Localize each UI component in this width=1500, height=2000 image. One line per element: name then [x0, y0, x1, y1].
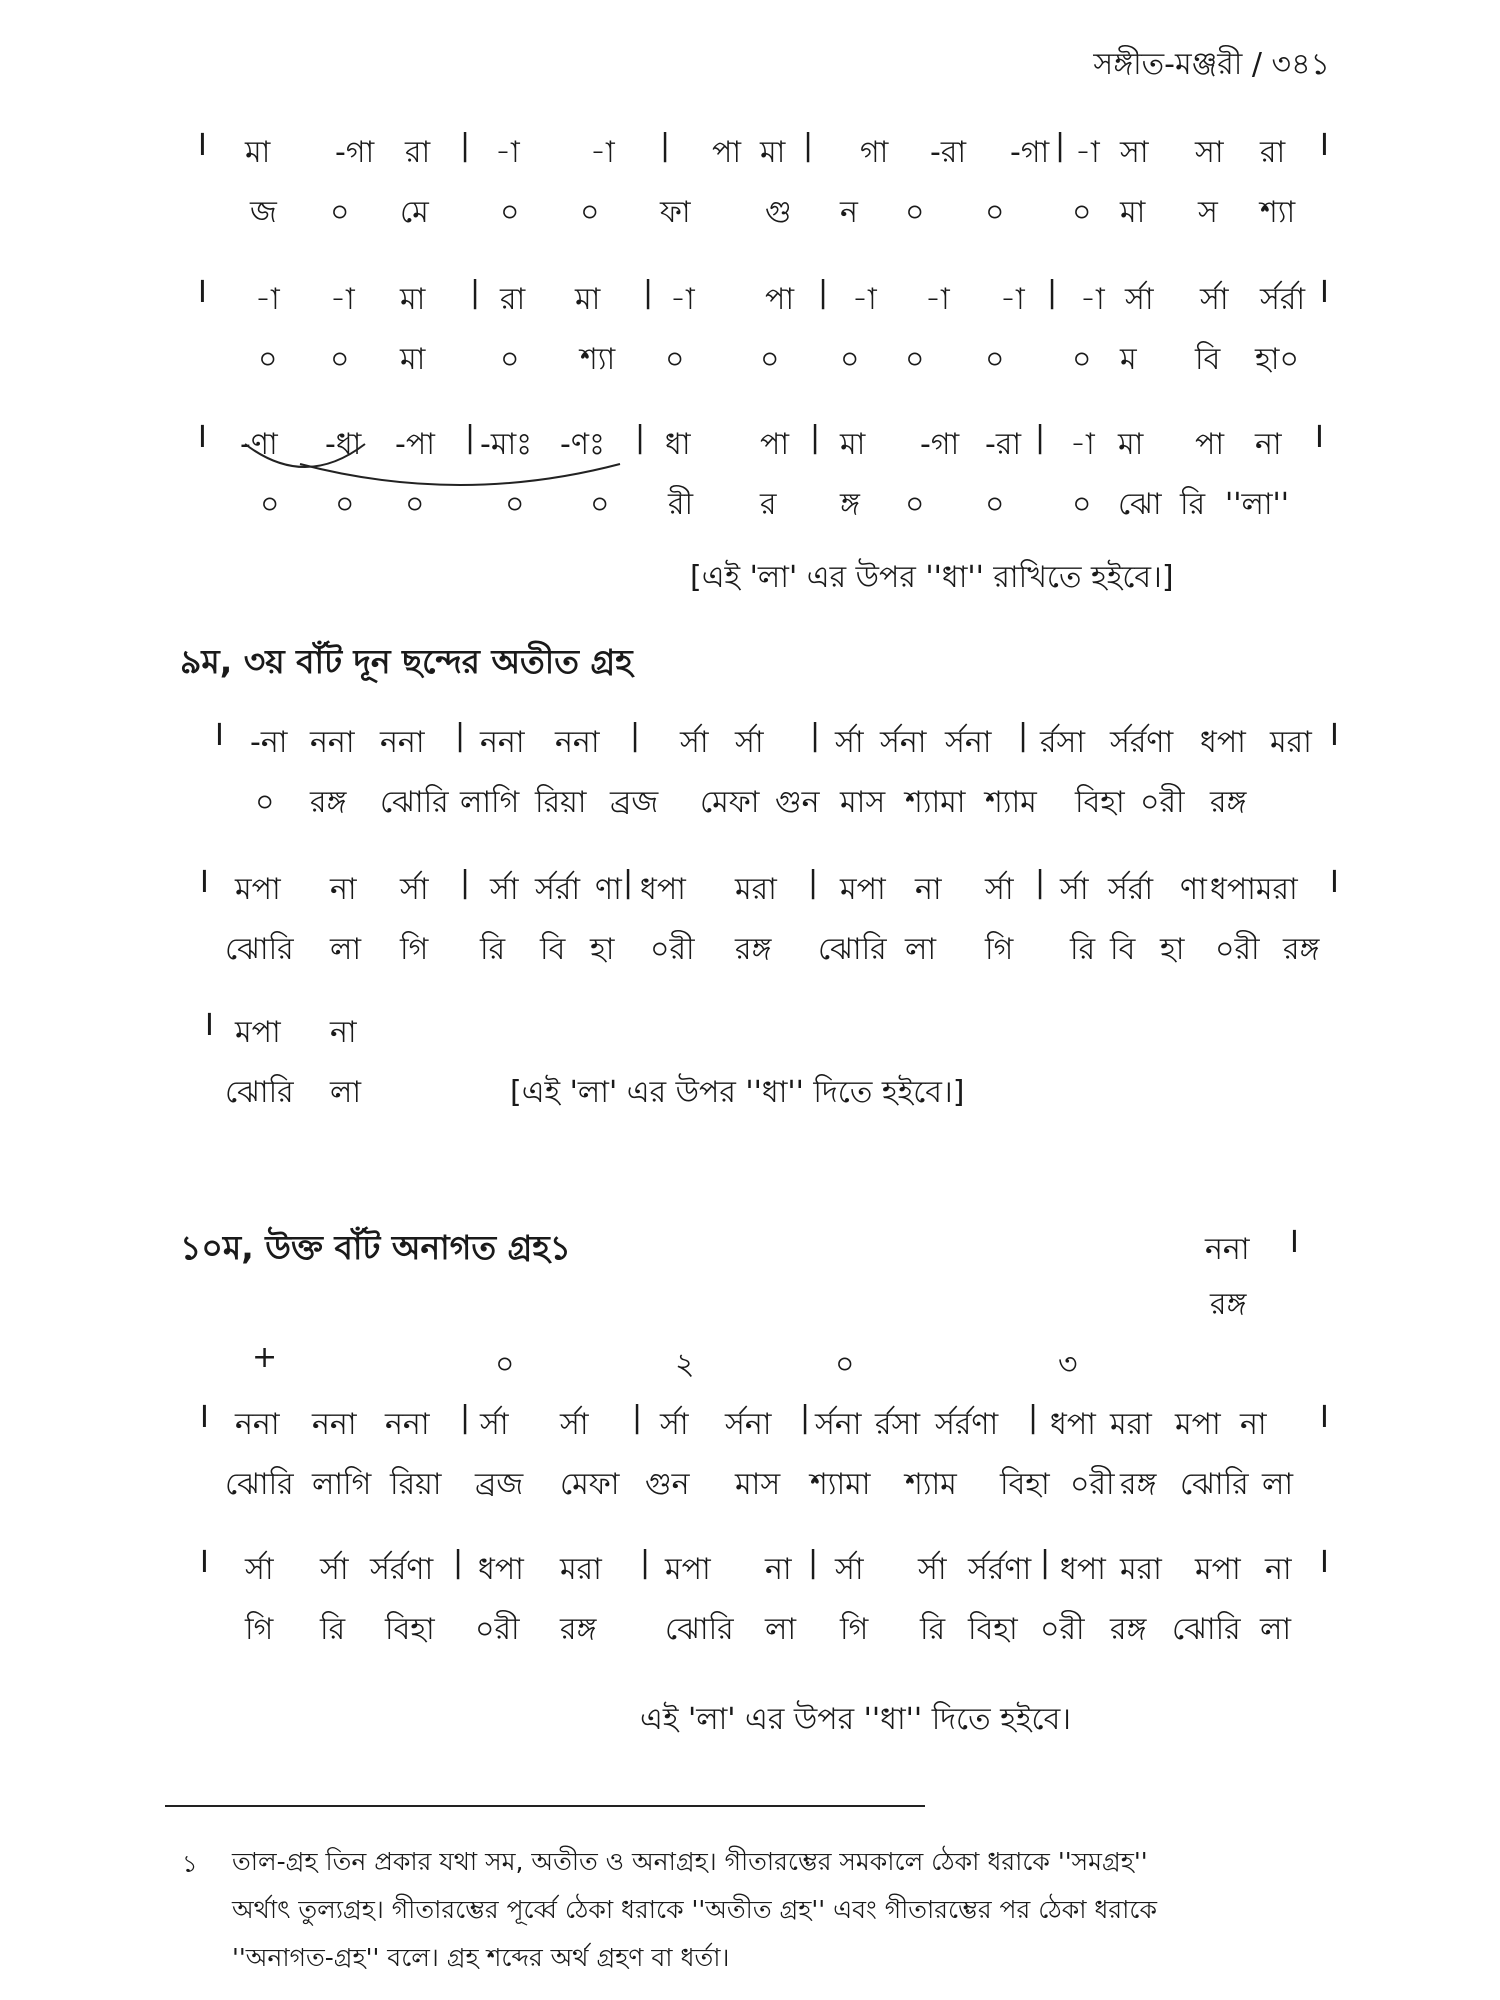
notation-token: হা — [1160, 932, 1185, 967]
notation-token: ঝোরি — [225, 1075, 294, 1110]
notation-token: মে — [400, 195, 429, 230]
notation-token: মপা — [235, 872, 281, 907]
notation-token: শ্যাম — [985, 785, 1037, 820]
notation-token: ০ — [590, 487, 610, 522]
notation-token: র্সা — [680, 725, 709, 760]
bar-divider: | — [640, 1545, 651, 1580]
notation-token: না — [330, 1015, 357, 1050]
notation-row-7 — [0, 1225, 1500, 1273]
notation-token: শ্যামা — [810, 1467, 871, 1502]
notation-token: গি — [985, 932, 1014, 967]
section-marker: I — [205, 1008, 214, 1043]
notation-token: র্সা — [660, 1407, 689, 1442]
notation-token: মপা — [1195, 1552, 1241, 1587]
notation-token: ০রী — [1140, 785, 1185, 820]
notation-token: রিয়া — [390, 1467, 442, 1502]
notation-token: রঙ্গ — [310, 785, 347, 820]
bar-divider: | — [1047, 275, 1058, 310]
notation-token: মরা — [1270, 725, 1312, 760]
notation-token: ধপা — [1060, 1552, 1106, 1587]
notation-token: মা — [760, 135, 786, 170]
instruction-note-3: এই 'লা' এর উপর ''ধা'' দিতে হইবে। — [640, 1702, 1072, 1737]
notation-token: র্সনা — [945, 725, 992, 760]
footnote-divider — [165, 1805, 925, 1807]
notation-token: ব্রজ — [475, 1467, 524, 1502]
notation-token: ০ — [1072, 195, 1092, 230]
notation-token: গি — [400, 932, 429, 967]
section-heading-9: ৯ম, ৩য় বাঁট দূন ছন্দের অতীত গ্রহ — [180, 642, 633, 681]
notation-token: মরা — [560, 1552, 602, 1587]
notation-token: মা — [840, 427, 866, 462]
notation-token: লাগি — [312, 1467, 372, 1502]
notation-token: না — [1240, 1407, 1267, 1442]
notation-token: ৩ — [1058, 1347, 1078, 1382]
notation-token: -া — [670, 282, 695, 317]
notation-token: রা — [500, 282, 526, 317]
notation-token: ঝোরি — [225, 1467, 294, 1502]
notation-token: ০ — [665, 342, 685, 377]
notation-token: ''লা'' — [1225, 487, 1290, 522]
bar-divider: | — [630, 718, 641, 753]
lyric-row-2 — [0, 335, 1500, 383]
bar-divider: | — [623, 865, 634, 900]
notation-token: র্সা — [560, 1407, 589, 1442]
notation-token: ০ — [905, 195, 925, 230]
notation-token: রি — [1070, 932, 1096, 967]
section-marker: I — [1330, 865, 1339, 900]
notation-token: লাগি — [460, 785, 520, 820]
notation-token: মা — [1120, 195, 1146, 230]
notation-token: পা — [765, 282, 795, 317]
notation-token: লা — [1260, 1612, 1292, 1647]
notation-token: রি — [920, 1612, 946, 1647]
bar-divider: | — [818, 275, 829, 310]
bar-divider: | — [455, 718, 466, 753]
notation-token: বি — [540, 932, 566, 967]
notation-token: রঙ্গ — [1210, 785, 1247, 820]
notation-token: গু — [765, 195, 792, 230]
footnote-number: ১ — [182, 1850, 198, 1878]
notation-token: ০ — [905, 342, 925, 377]
notation-token: রঙ্গ — [735, 932, 772, 967]
bar-divider: | — [660, 128, 671, 163]
notation-token: -া — [590, 135, 615, 170]
notation-row-6 — [0, 1008, 1500, 1056]
notation-token: ধপা — [1200, 725, 1246, 760]
bar-divider: | — [460, 865, 471, 900]
notation-token: ০ — [985, 195, 1005, 230]
notation-token: লা — [765, 1612, 797, 1647]
notation-row-2 — [0, 275, 1500, 323]
notation-token: র্সা — [490, 872, 519, 907]
notation-token: ধপা — [640, 872, 686, 907]
notation-token: রী — [668, 487, 694, 522]
notation-token: না — [915, 872, 942, 907]
notation-token: র্সা — [835, 725, 864, 760]
notation-token: শ্যামা — [905, 785, 966, 820]
notation-token: হা০ — [1255, 342, 1299, 377]
bar-divider: | — [810, 420, 821, 455]
notation-token: ন — [840, 195, 858, 230]
notation-token: ০ — [760, 342, 780, 377]
notation-token: ০ — [985, 342, 1005, 377]
notation-token: ০ — [330, 342, 350, 377]
notation-token: রঙ্গ — [560, 1612, 597, 1647]
notation-token: র্সর্রণা — [1110, 725, 1174, 760]
notation-token: ননা — [1205, 1232, 1250, 1267]
lyric-row-9 — [0, 1605, 1500, 1653]
bar-divider: | — [1035, 420, 1046, 455]
notation-token: মপা — [1175, 1407, 1221, 1442]
notation-token: র্রসা — [1040, 725, 1086, 760]
notation-token: ০রী — [475, 1612, 520, 1647]
notation-token: মেফা — [560, 1467, 620, 1502]
page-header: সঙ্গীত-মঞ্জরী / ৩৪১ — [1093, 47, 1330, 82]
notation-token: র্সনা — [815, 1407, 862, 1442]
notation-token: -ণঃ — [560, 427, 605, 462]
notation-token: ০ — [1072, 342, 1092, 377]
lyric-row-7 — [0, 1280, 1500, 1328]
instruction-note-1: [এই 'লা' এর উপর ''ধা'' রাখিতে হইবে।] — [690, 560, 1174, 595]
bar-divider: | — [810, 718, 821, 753]
notation-token: শ্যা — [580, 342, 616, 377]
section-marker: I — [1320, 275, 1329, 310]
notation-token: ০ — [330, 195, 350, 230]
notation-token: বিহা — [968, 1612, 1018, 1647]
notation-token: বি — [1110, 932, 1136, 967]
notation-token: -া — [1070, 427, 1095, 462]
notation-token: র্সা — [1060, 872, 1089, 907]
notation-token: ননা — [480, 725, 525, 760]
bar-divider: | — [1055, 128, 1066, 163]
notation-token: ঝোরি — [380, 785, 449, 820]
notation-token: -রা — [930, 135, 967, 170]
notation-token: -গা — [1010, 135, 1050, 170]
lyric-row-3 — [0, 480, 1500, 528]
notation-row-5 — [0, 865, 1500, 913]
notation-token: গুন — [645, 1467, 690, 1502]
notation-token: -া — [1075, 135, 1100, 170]
section-marker: I — [1290, 1225, 1299, 1260]
instruction-note-2: [এই 'লা' এর উপর ''ধা'' দিতে হইবে।] — [510, 1075, 965, 1110]
notation-token: রি — [1180, 487, 1206, 522]
bar-divider: | — [453, 1545, 464, 1580]
notation-token: ব্রজ — [610, 785, 659, 820]
notation-token: র্সা — [835, 1552, 864, 1587]
notation-token: -া — [852, 282, 877, 317]
bar-divider: | — [808, 865, 819, 900]
notation-token: ঝোরি — [665, 1612, 734, 1647]
section-marker: I — [198, 275, 207, 310]
notation-token: র্সা — [320, 1552, 349, 1587]
notation-token: ০ — [905, 487, 925, 522]
notation-token: সা — [1195, 135, 1224, 170]
bar-divider: | — [643, 275, 654, 310]
notation-token: মাস — [735, 1467, 781, 1502]
notation-token: -না — [250, 725, 288, 760]
notation-token: না — [765, 1552, 792, 1587]
bar-divider: | — [1035, 865, 1046, 900]
bar-divider: | — [635, 420, 646, 455]
notation-row-9 — [0, 1545, 1500, 1593]
notation-token: -পা — [395, 427, 435, 462]
notation-token: র্সর্রা — [1108, 872, 1154, 907]
notation-token: র — [760, 487, 777, 522]
bar-divider: | — [800, 1400, 811, 1435]
section-marker: I — [198, 420, 207, 455]
notation-token: ০রী — [1215, 932, 1260, 967]
notation-token: -গা — [335, 135, 375, 170]
notation-token: ০ — [505, 487, 525, 522]
section-marker: I — [215, 718, 224, 753]
lyric-row-8 — [0, 1460, 1500, 1508]
notation-token: -া — [255, 282, 280, 317]
notation-token: -া — [495, 135, 520, 170]
notation-token: পা — [712, 135, 742, 170]
notation-token: পা — [1195, 427, 1225, 462]
notation-token: মা — [1118, 427, 1144, 462]
notation-token: র্সা — [245, 1552, 274, 1587]
notation-token: ০ — [335, 487, 355, 522]
notation-token: ০রী — [1040, 1612, 1085, 1647]
notation-token: -মাঃ — [480, 427, 533, 462]
notation-token: র্সা — [480, 1407, 509, 1442]
notation-token: বিহা — [1000, 1467, 1050, 1502]
notation-token: র্সা — [1200, 282, 1229, 317]
notation-token: র্সর্রা — [1260, 282, 1306, 317]
bar-divider: | — [1028, 1400, 1039, 1435]
bar-divider: | — [460, 128, 471, 163]
notation-token: + — [252, 1340, 278, 1375]
notation-token: ০ — [840, 342, 860, 377]
bar-divider: | — [632, 1400, 643, 1435]
notation-token: মপা — [235, 1015, 281, 1050]
notation-token: র্সা — [400, 872, 429, 907]
notation-token: মা — [245, 135, 271, 170]
notation-token: -া — [330, 282, 355, 317]
notation-token: মপা — [840, 872, 886, 907]
notation-token: র্সর্রণা — [968, 1552, 1032, 1587]
bar-divider: | — [460, 1400, 471, 1435]
notation-token: মাস — [840, 785, 886, 820]
notation-token: মা — [575, 282, 601, 317]
notation-token: -া — [925, 282, 950, 317]
notation-token: ধপা — [478, 1552, 524, 1587]
notation-token: র্সা — [1125, 282, 1154, 317]
notation-row-4 — [0, 718, 1500, 766]
notation-token: ঝো — [1118, 487, 1162, 522]
notation-token: স — [1198, 195, 1218, 230]
footnote-line-2: অর্থাৎ তুল্যগ্রহ। গীতারম্ভের পূর্ব্বে ঠেকা ধরাকে ''অতীত গ্রহ'' এবং গীতারম্ভের পর ঠেকা ধরাকে — [232, 1895, 1157, 1924]
section-marker: I — [198, 128, 207, 163]
notation-token: ০ — [1072, 487, 1092, 522]
notation-token: ০ — [985, 487, 1005, 522]
notation-token: ননা — [555, 725, 600, 760]
notation-token: ঙ্গ — [840, 487, 860, 522]
notation-token: ধপা — [1050, 1407, 1096, 1442]
notation-token: র্সর্রণা — [370, 1552, 434, 1587]
notation-token: -া — [1000, 282, 1025, 317]
notation-token: হা — [590, 932, 615, 967]
notation-token: ঝোরি — [225, 932, 294, 967]
bar-divider: | — [465, 420, 476, 455]
notation-token: মা — [400, 342, 426, 377]
section-marker: I — [200, 1400, 209, 1435]
notation-token: ননা — [385, 1407, 430, 1442]
notation-token: না — [1265, 1552, 1292, 1587]
notation-token: পা — [760, 427, 790, 462]
bar-divider: | — [803, 128, 814, 163]
notation-token: -ধা — [325, 427, 362, 462]
notation-token: ০ — [835, 1347, 855, 1382]
notation-token: রা — [1260, 135, 1286, 170]
notation-token: -া — [1080, 282, 1105, 317]
notation-token: ০ — [260, 487, 280, 522]
notation-token: রঙ্গ — [1210, 1287, 1247, 1322]
notation-token: ২ — [675, 1347, 695, 1382]
notation-token: লা — [330, 1075, 362, 1110]
notation-row-8 — [0, 1400, 1500, 1448]
bar-divider: | — [1018, 718, 1029, 753]
section-heading-10: ১০ম, উক্ত বাঁট অনাগত গ্রহ১ — [180, 1228, 572, 1267]
footnote-line-1: তাল-গ্রহ তিন প্রকার যথা সম, অতীত ও অনাগ্রহ। গীতারম্ভের সমকালে ঠেকা ধরাকে ''সমগ্রহ'' — [232, 1847, 1148, 1876]
notation-token: ০ — [500, 195, 520, 230]
notation-token: গা — [860, 135, 889, 170]
notation-token: ফা — [660, 195, 691, 230]
notation-token: ০রী — [650, 932, 695, 967]
bar-divider: | — [1040, 1545, 1051, 1580]
notation-token: ০ — [580, 195, 600, 230]
notation-token: জ — [250, 195, 277, 230]
notation-row-3 — [0, 420, 1500, 468]
notation-token: ০ — [258, 342, 278, 377]
lyric-row-1 — [0, 188, 1500, 236]
notation-token: ধা — [665, 427, 691, 462]
notation-token: রঙ্গ — [1110, 1612, 1147, 1647]
section-marker: I — [1330, 718, 1339, 753]
section-marker: I — [200, 865, 209, 900]
notation-token: মরা — [1110, 1407, 1152, 1442]
notation-token: মরা — [1120, 1552, 1162, 1587]
lyric-row-4 — [0, 778, 1500, 826]
notation-token: ননা — [312, 1407, 357, 1442]
section-marker: I — [1320, 128, 1329, 163]
footnote-line-3: ''অনাগত-গ্রহ'' বলে। গ্রহ শব্দের অর্থ গ্রহণ বা ধর্তা। — [232, 1943, 730, 1972]
notation-token: র্সনা — [880, 725, 927, 760]
notation-token: শ্যাম — [905, 1467, 957, 1502]
bar-divider: | — [470, 275, 481, 310]
notation-token: রা — [405, 135, 431, 170]
notation-token: ০ — [500, 342, 520, 377]
notation-token: ম — [1120, 342, 1137, 377]
notation-token: ঝোরি — [818, 932, 887, 967]
section-marker: I — [1315, 420, 1324, 455]
notation-token: র্সর্রা — [535, 872, 581, 907]
notation-token: -ণা — [240, 427, 278, 462]
notation-token: বিহা — [385, 1612, 435, 1647]
notation-token: ননা — [380, 725, 425, 760]
notation-token: লা — [905, 932, 937, 967]
section-marker: I — [1320, 1400, 1329, 1435]
notation-token: ০ — [255, 785, 275, 820]
notation-token: র্সর্রণা — [935, 1407, 999, 1442]
notation-token: মা — [400, 282, 426, 317]
section-marker: I — [200, 1545, 209, 1580]
notation-token: -রা — [985, 427, 1022, 462]
notation-token: র্সা — [918, 1552, 947, 1587]
notation-token: মরা — [735, 872, 777, 907]
notation-token: ০ — [405, 487, 425, 522]
notation-token: র্সা — [735, 725, 764, 760]
notation-token: গুন — [775, 785, 820, 820]
notation-token: ননা — [310, 725, 355, 760]
lyric-row-5 — [0, 925, 1500, 973]
notation-token: সা — [1120, 135, 1149, 170]
notation-token: রি — [480, 932, 506, 967]
notation-token: রঙ্গ — [1120, 1467, 1157, 1502]
notation-token: রঙ্গ — [1283, 932, 1320, 967]
notation-token: ণা — [1180, 872, 1207, 907]
notation-token: র্রসা — [875, 1407, 921, 1442]
notation-token: ননা — [235, 1407, 280, 1442]
notation-token: শ্যা — [1260, 195, 1296, 230]
notation-token: রি — [320, 1612, 346, 1647]
notation-token: না — [1255, 427, 1282, 462]
notation-token: ণা — [595, 872, 622, 907]
notation-token: লা — [330, 932, 362, 967]
notation-token: র্সনা — [725, 1407, 772, 1442]
notation-token: ঝোরি — [1172, 1612, 1241, 1647]
notation-token: লা — [1262, 1467, 1294, 1502]
notation-token: বি — [1195, 342, 1221, 377]
notation-token: না — [330, 872, 357, 907]
notation-token: ঝোরি — [1180, 1467, 1249, 1502]
notation-token: ০ — [495, 1347, 515, 1382]
beat-marker-row — [0, 1340, 1500, 1388]
notation-token: র্সা — [985, 872, 1014, 907]
notation-token: ০রী — [1070, 1467, 1115, 1502]
notation-token: ধপামরা — [1210, 872, 1298, 907]
notation-token: গি — [840, 1612, 869, 1647]
bar-divider: | — [808, 1545, 819, 1580]
notation-token: মপা — [665, 1552, 711, 1587]
notation-token: -গা — [920, 427, 960, 462]
section-marker: I — [1320, 1545, 1329, 1580]
notation-token: মেফা — [700, 785, 760, 820]
notation-token: গি — [245, 1612, 274, 1647]
notation-token: রিয়া — [535, 785, 587, 820]
notation-row-1 — [0, 128, 1500, 176]
notation-token: বিহা — [1075, 785, 1125, 820]
